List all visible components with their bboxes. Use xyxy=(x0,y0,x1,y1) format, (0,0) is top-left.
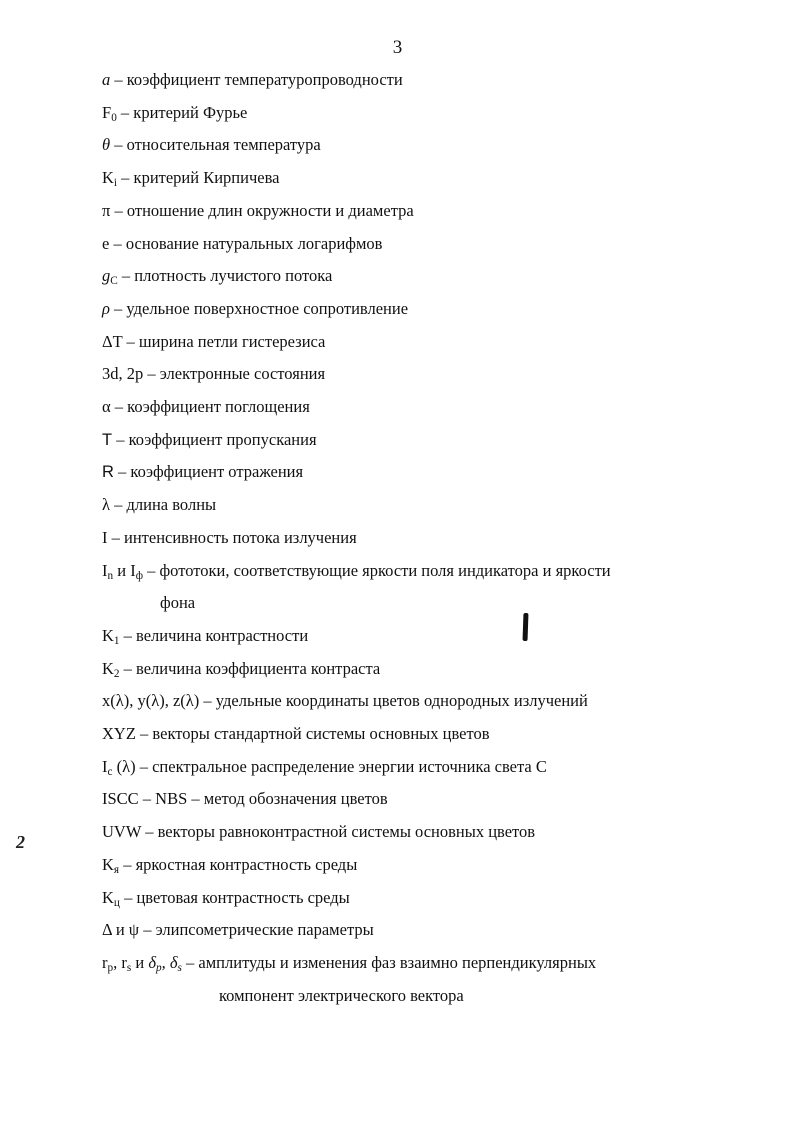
separator: – xyxy=(110,200,127,220)
symbol-subscript: C xyxy=(110,275,118,288)
symbol: λ xyxy=(102,495,111,515)
definition: метод обозначения цветов xyxy=(203,789,388,809)
margin-handwritten-mark: 2 xyxy=(16,832,25,852)
list-item xyxy=(102,358,742,391)
definition: величина контрастности xyxy=(136,625,309,645)
symbol-subscript: c xyxy=(107,765,113,778)
symbol: I xyxy=(130,560,136,580)
separator: – xyxy=(135,724,153,744)
list-item xyxy=(102,783,742,816)
separator: – xyxy=(116,102,134,122)
separator: – xyxy=(143,364,160,384)
list-item xyxy=(102,129,742,162)
separator: – xyxy=(135,756,153,776)
definition: критерий Фурье xyxy=(133,102,248,122)
definition: величина коэффициента контраста xyxy=(136,658,381,678)
separator: – xyxy=(110,495,127,515)
separator: – xyxy=(109,233,126,253)
definition: интенсивность потока излучения xyxy=(124,527,357,547)
definition: плотность лучистого потока xyxy=(134,266,333,286)
definition: удельные координаты цветов однородных излучений xyxy=(215,691,588,711)
definition: фототоки, соответствующие яркости поля индикатора и яркости xyxy=(159,560,611,580)
symbol: R xyxy=(102,463,114,482)
separator: – xyxy=(110,397,128,417)
list-item xyxy=(102,882,742,915)
symbol: F xyxy=(102,102,112,122)
symbol: ΔT xyxy=(102,331,123,351)
symbol-subscript: я xyxy=(113,863,120,876)
definition: векторы стандартной системы основных цветов xyxy=(152,724,490,744)
definition: цветовая контрастность среды xyxy=(136,887,350,907)
separator: – xyxy=(187,789,204,809)
separator: – xyxy=(117,168,134,188)
definition: длина волны xyxy=(126,495,217,515)
symbol-subscript: p xyxy=(156,961,162,974)
list-item xyxy=(102,751,742,784)
separator: – xyxy=(142,560,160,580)
definition-continuation: фона xyxy=(160,593,196,613)
list-item xyxy=(102,653,742,686)
definition: коэффициент отражения xyxy=(130,462,304,482)
separator: – xyxy=(119,658,137,678)
symbol: 3d, 2p xyxy=(102,364,144,384)
definition: амплитуды и изменения фаз взаимно перпендикулярных xyxy=(198,952,597,972)
symbol: XYZ xyxy=(102,724,136,744)
definition: спектральное распределение энергии источника света С xyxy=(152,756,547,776)
separator: – xyxy=(117,266,135,286)
definition: векторы равноконтрастной системы основных цветов xyxy=(157,822,536,842)
separator: – xyxy=(110,135,127,155)
list-item xyxy=(102,816,742,849)
symbol-subscript: p xyxy=(107,961,114,974)
symbol-subscript: s xyxy=(126,961,132,974)
list-item xyxy=(102,456,742,489)
list-item xyxy=(102,64,742,97)
symbol: I xyxy=(102,756,108,776)
definition: коэффициент температуропроводности xyxy=(126,70,403,89)
symbol: T xyxy=(102,430,113,449)
list-item xyxy=(102,685,742,718)
symbol: I xyxy=(102,560,108,580)
symbol-argument: (λ) xyxy=(112,756,136,776)
definition-continuation: компонент электрического вектора xyxy=(219,985,464,1005)
separator: – xyxy=(112,429,129,449)
separator: – xyxy=(109,298,127,318)
symbol: Δ и ψ xyxy=(102,920,140,940)
symbol: δ xyxy=(148,952,156,972)
symbol: ρ xyxy=(102,298,110,318)
definition: коэффициент пропускания xyxy=(128,429,317,449)
symbol: K xyxy=(102,658,114,678)
symbol-subscript: 2 xyxy=(113,667,120,680)
separator: – xyxy=(141,822,158,842)
definition: элипсометрические параметры xyxy=(155,920,374,940)
symbol-subscript: s xyxy=(177,961,182,974)
symbol-subscript: n xyxy=(107,569,114,582)
symbol: UVW xyxy=(102,822,142,842)
list-item xyxy=(102,228,742,261)
symbol-subscript: 0 xyxy=(111,111,117,124)
symbol: K xyxy=(102,854,114,874)
definition: основание натуральных логарифмов xyxy=(125,233,383,253)
list-item xyxy=(102,424,742,457)
symbol-subscript: i xyxy=(113,176,118,189)
symbol: a xyxy=(102,70,111,89)
definition: отношение длин окружности и диаметра xyxy=(126,200,414,220)
symbol: α xyxy=(102,397,111,417)
separator: – xyxy=(119,625,137,645)
symbol: I xyxy=(102,527,108,547)
symbol: x(λ), y(λ), z(λ) xyxy=(102,691,200,711)
definition: удельное поверхностное сопротивление xyxy=(126,298,409,318)
separator: – xyxy=(110,70,127,89)
list-item xyxy=(102,195,742,228)
separator: – xyxy=(199,691,216,711)
symbol-list xyxy=(102,64,742,1012)
list-item xyxy=(102,293,742,326)
list-item xyxy=(102,849,742,882)
definition: яркостная контрастность среды xyxy=(135,854,358,874)
symbol: K xyxy=(102,887,114,907)
separator: – xyxy=(119,854,136,874)
list-item xyxy=(102,620,742,653)
list-item xyxy=(102,97,742,130)
symbol: , r xyxy=(113,952,127,972)
separator: – xyxy=(122,331,139,351)
list-item xyxy=(102,914,742,947)
symbol: K xyxy=(102,168,114,188)
symbol: g xyxy=(102,266,111,286)
symbol: π xyxy=(102,200,111,220)
list-item xyxy=(102,489,742,522)
separator: – xyxy=(113,462,131,482)
separator: – xyxy=(181,952,199,972)
list-item xyxy=(102,391,742,424)
conjunction: и xyxy=(131,952,149,972)
list-item xyxy=(102,260,742,293)
symbol-subscript: ф xyxy=(135,569,143,582)
definition: ширина петли гистерезиса xyxy=(138,331,326,351)
list-item xyxy=(102,162,742,195)
page-number: 3 xyxy=(392,37,403,58)
list-item xyxy=(102,718,742,751)
separator: – xyxy=(139,920,156,940)
list-item xyxy=(102,522,742,555)
definition: электронные состояния xyxy=(159,364,326,384)
conjunction: и xyxy=(113,560,131,580)
symbol-subscript: ц xyxy=(113,896,120,909)
list-item xyxy=(102,555,742,620)
symbol: θ xyxy=(102,135,111,155)
symbol: K xyxy=(102,625,114,645)
scan-artifact-mark xyxy=(523,613,529,641)
symbol: e xyxy=(102,233,110,253)
symbol-subscript: 1 xyxy=(113,634,120,647)
symbol: ISCC – NBS xyxy=(102,789,188,809)
definition: критерий Кирпичева xyxy=(133,168,280,188)
separator: – xyxy=(119,887,137,907)
list-item xyxy=(102,326,742,359)
symbol: , δ xyxy=(161,952,178,972)
definition: относительная температура xyxy=(126,135,321,155)
symbol: r xyxy=(102,952,108,972)
definition: коэффициент поглощения xyxy=(127,397,310,417)
separator: – xyxy=(107,527,124,547)
list-item xyxy=(102,947,742,1012)
